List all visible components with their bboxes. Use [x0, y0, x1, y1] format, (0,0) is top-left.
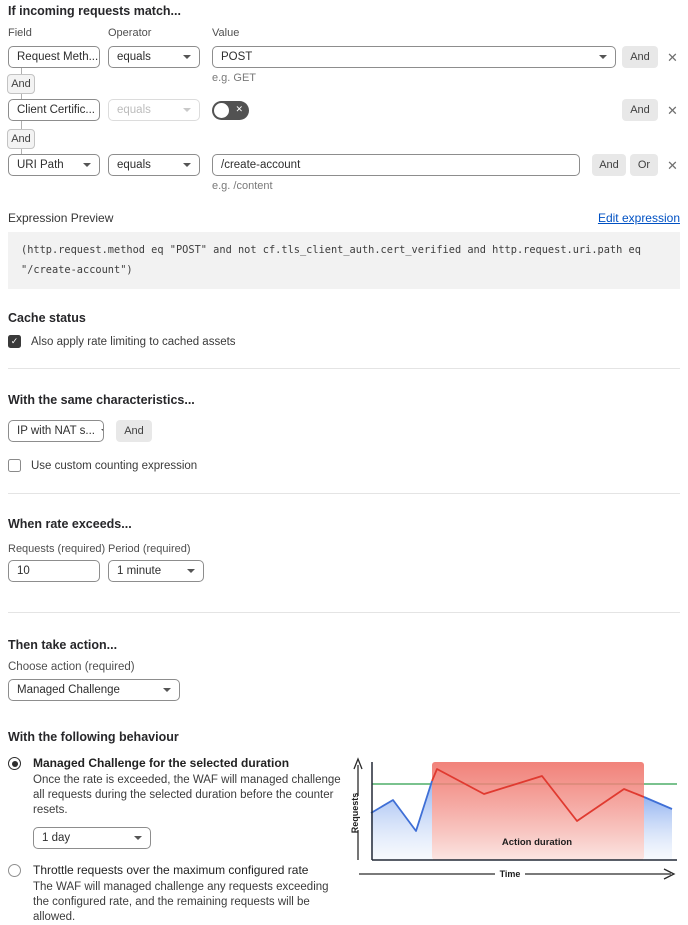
- and-button-row-2[interactable]: And: [622, 99, 658, 121]
- field-select-2-value: Client Certific...: [17, 104, 95, 116]
- action-select[interactable]: [8, 679, 180, 701]
- chevron-down-icon: [101, 429, 104, 433]
- characteristic-select-value: IP with NAT s...: [17, 425, 95, 438]
- section-divider: [8, 493, 680, 494]
- rate-limit-illustration-chart: [347, 756, 680, 884]
- value-combobox-1[interactable]: [212, 46, 616, 68]
- cache-status-heading: Cache status: [8, 311, 86, 326]
- or-button-row-3[interactable]: Or: [630, 154, 658, 176]
- edit-expression-link[interactable]: Edit expression: [597, 211, 680, 225]
- behaviour-option-2-description: The WAF will managed challenge any requests exceeding the configured rate, and the remaining requests will be allowed.: [33, 880, 329, 923]
- toggle-x-icon: ✕: [235, 104, 243, 114]
- counting-expression-row: [8, 459, 680, 472]
- toggle-knob: [214, 103, 229, 118]
- action-heading: Then take action...: [8, 638, 118, 653]
- section-divider: [8, 612, 680, 613]
- action-select-value: Managed Challenge: [17, 684, 120, 697]
- value-column-label: Value: [212, 27, 240, 39]
- chevron-down-icon: [83, 163, 91, 167]
- value-helper-1: e.g. GET: [212, 72, 257, 84]
- value-helper-3: e.g. /content: [212, 180, 273, 192]
- expression-preview-label: Expression Preview: [8, 211, 114, 225]
- boolean-value-toggle[interactable]: [212, 101, 249, 120]
- duration-select-value: 1 day: [42, 831, 71, 844]
- action-duration-label: Action duration: [501, 837, 573, 849]
- field-select-1[interactable]: [8, 46, 100, 68]
- and-button-row-3[interactable]: And: [592, 154, 626, 176]
- and-connector-chip-1: And: [7, 74, 35, 94]
- throttle-requests-radio[interactable]: [8, 864, 21, 877]
- managed-challenge-duration-radio[interactable]: [8, 757, 21, 770]
- operator-select-1-value: equals: [117, 51, 151, 63]
- field-column-label: Field: [8, 27, 32, 39]
- value-input-3[interactable]: [212, 154, 580, 176]
- chevron-down-icon: [163, 688, 171, 692]
- expression-preview-code: (http.request.method eq "POST" and not cf.tls_client_auth.cert_verified and http.request.uri.path eq "/create-account"): [8, 232, 680, 289]
- characteristics-row: [8, 420, 680, 442]
- close-icon[interactable]: ✕: [667, 103, 678, 118]
- characteristics-heading: With the same characteristics...: [8, 393, 195, 408]
- period-select[interactable]: [108, 560, 204, 582]
- custom-counting-checkbox-label: Use custom counting expression: [31, 459, 198, 472]
- value-combobox-1-value: POST: [221, 51, 253, 63]
- behaviour-option-1: [8, 756, 347, 849]
- chevron-down-icon: [183, 55, 191, 59]
- chevron-down-icon: [183, 108, 191, 112]
- chevron-down-icon: [183, 163, 191, 167]
- requests-label: Requests (required): [8, 543, 106, 556]
- custom-counting-checkbox[interactable]: [8, 459, 21, 472]
- rate-labels-row: [8, 543, 680, 555]
- period-label: Period (required): [108, 543, 191, 556]
- expression-header: [8, 211, 680, 225]
- and-connector-chip-2: And: [7, 129, 35, 149]
- field-select-2[interactable]: [8, 99, 100, 121]
- add-characteristic-and-button[interactable]: And: [116, 420, 152, 442]
- and-button-row-1[interactable]: And: [622, 46, 658, 68]
- behaviour-option-2: [8, 863, 347, 925]
- close-icon[interactable]: ✕: [667, 158, 678, 173]
- connector-line: [21, 121, 22, 129]
- operator-select-3[interactable]: [108, 154, 200, 176]
- behaviour-option-1-description: Once the rate is exceeded, the WAF will managed challenge all requests during the selected duration before the counter resets.: [33, 774, 341, 816]
- requests-input[interactable]: [8, 560, 100, 582]
- match-section-title: If incoming requests match...: [8, 4, 181, 18]
- operator-column-label: Operator: [108, 27, 152, 39]
- match-section: [0, 0, 688, 196]
- behaviour-options: [8, 756, 680, 925]
- y-axis-label: Requests: [350, 792, 360, 834]
- behaviour-option-1-title: Managed Challenge for the selected duration: [33, 756, 290, 771]
- period-select-value: 1 minute: [117, 565, 162, 578]
- operator-select-2-value: equals: [117, 104, 151, 116]
- chevron-down-icon: [599, 55, 607, 59]
- cached-assets-checkbox[interactable]: ✓: [8, 335, 21, 348]
- behaviour-chart: [347, 756, 680, 925]
- chevron-down-icon: [187, 569, 195, 573]
- behaviour-option-2-title: Throttle requests over the maximum configured rate: [33, 862, 309, 877]
- chevron-down-icon: [134, 836, 142, 840]
- operator-select-2-disabled: [108, 99, 200, 121]
- rate-inputs-row: [8, 560, 680, 582]
- section-divider: [8, 368, 680, 369]
- cache-checkbox-row: [8, 335, 680, 348]
- behaviour-heading: With the following behaviour: [8, 730, 179, 745]
- x-axis-label: Time: [499, 869, 521, 880]
- cached-assets-checkbox-label: Also apply rate limiting to cached assets: [31, 335, 236, 348]
- close-icon[interactable]: ✕: [667, 50, 678, 65]
- behaviour-options-column: [8, 756, 347, 925]
- field-select-1-value: Request Meth...: [17, 51, 99, 63]
- field-select-3[interactable]: [8, 154, 100, 176]
- choose-action-label: Choose action (required): [8, 661, 135, 674]
- duration-select[interactable]: [33, 827, 151, 849]
- field-select-3-value: URI Path: [17, 159, 64, 171]
- requests-area-before: [371, 781, 432, 860]
- operator-select-3-value: equals: [117, 159, 151, 171]
- operator-select-1[interactable]: [108, 46, 200, 68]
- characteristic-select[interactable]: [8, 420, 104, 442]
- rate-heading: When rate exceeds...: [8, 517, 132, 532]
